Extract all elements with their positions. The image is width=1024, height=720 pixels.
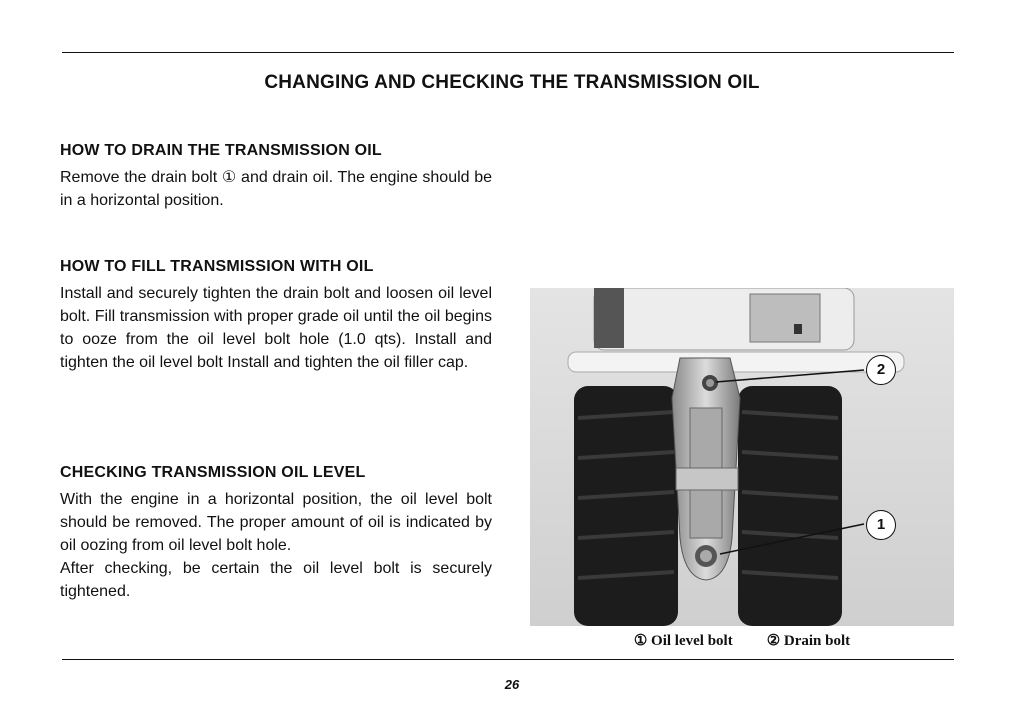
section-body: With the engine in a horizontal position, the oil level bolt should be removed. The proper amount of oil is indicated by oil oozing from oil level bolt hole. — [60, 491, 492, 554]
caption-oil-level-bolt: ① Oil level bolt — [633, 633, 733, 649]
section-heading: HOW TO DRAIN THE TRANSMISSION OIL — [60, 142, 382, 159]
callout-1: 1 — [866, 510, 896, 540]
page-number: 26 — [504, 677, 520, 692]
section-fill — [60, 258, 492, 374]
bottom-rule — [62, 659, 954, 660]
section-body: Remove the drain bolt ① and drain oil. The engine should be in a horizontal position. — [60, 169, 492, 209]
callout-2: 2 — [866, 355, 896, 385]
section-drain — [60, 142, 492, 212]
caption-drain-bolt: ② Drain bolt — [766, 633, 851, 649]
transmission-photo — [530, 288, 954, 626]
top-rule — [62, 52, 954, 53]
section-check — [60, 464, 492, 603]
section-body: After checking, be certain the oil level bolt is securely tightened. — [60, 560, 492, 600]
figure-caption — [530, 631, 954, 650]
section-heading: HOW TO FILL TRANSMISSION WITH OIL — [60, 258, 374, 275]
tiller-illustration — [530, 288, 954, 626]
page-title: CHANGING AND CHECKING THE TRANSMISSION OIL — [264, 72, 760, 93]
section-body: Install and securely tighten the drain bolt and loosen oil level bolt. Fill transmission with proper grade oil until the oil begins to ooze from the oil level bolt hole (1.0 qts). Install and tighten the oil level bolt Install and tighten the oil filler cap. — [60, 285, 492, 371]
section-heading: CHECKING TRANSMISSION OIL LEVEL — [60, 464, 366, 481]
